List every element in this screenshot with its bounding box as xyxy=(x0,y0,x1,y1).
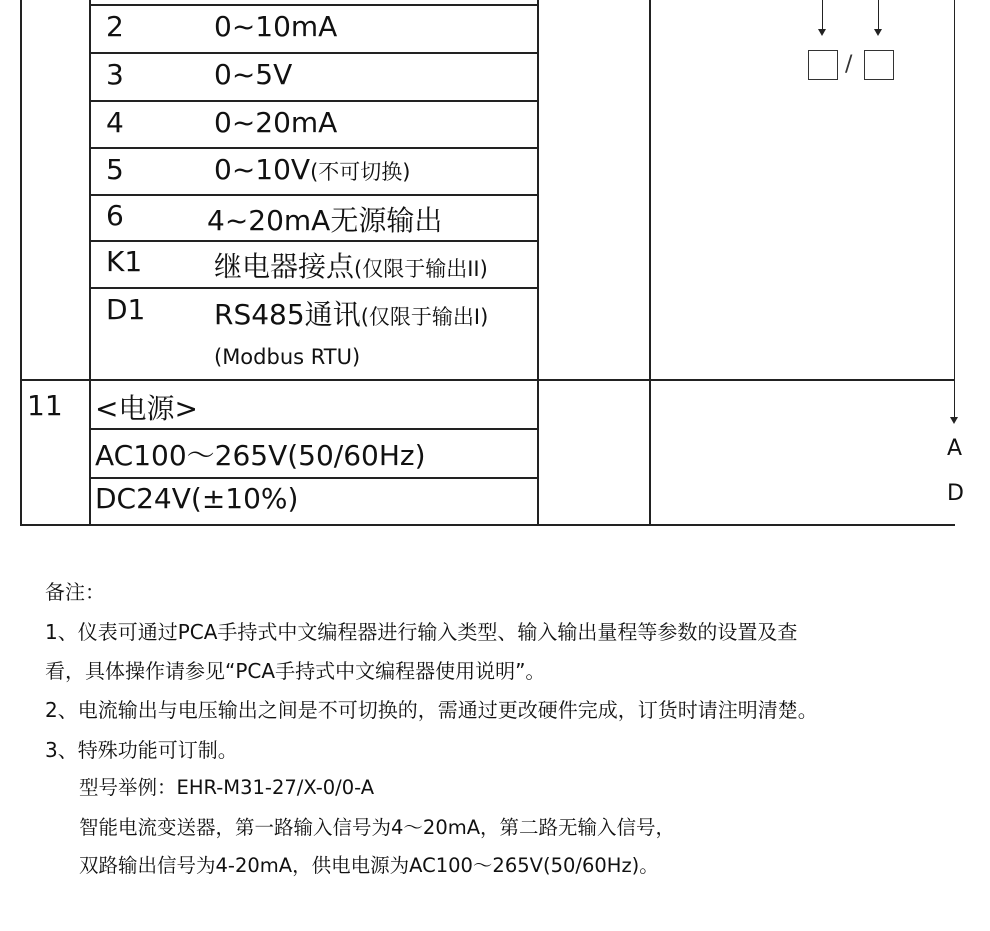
table-divider-code xyxy=(89,0,91,525)
row-desc xyxy=(214,153,410,186)
row-divider xyxy=(89,240,538,242)
row-code: 5 xyxy=(106,153,124,186)
arrow-line xyxy=(954,0,955,418)
row-code: 2 xyxy=(106,10,124,43)
row-desc: 0~10mA xyxy=(214,10,338,43)
code-box xyxy=(808,50,838,80)
arrow-line xyxy=(878,0,879,30)
arrow-line xyxy=(822,0,823,30)
row-divider xyxy=(89,477,538,479)
row-code: 6 xyxy=(106,199,124,232)
row-desc xyxy=(214,245,488,285)
row-divider xyxy=(89,147,538,149)
table-border-bottom xyxy=(20,524,955,526)
table-divider-desc xyxy=(537,0,539,525)
example-line: 型号举例：EHR-M31-27/X-0/0-A xyxy=(79,776,375,799)
row-code: K1 xyxy=(106,245,143,278)
row-desc-main: 继电器接点 xyxy=(214,250,355,283)
row-desc: 0~20mA xyxy=(214,106,338,139)
row-divider xyxy=(89,4,538,6)
row-divider xyxy=(89,428,538,430)
row-desc: 0~5V xyxy=(214,58,293,91)
power-code: D xyxy=(947,481,964,506)
section-divider xyxy=(20,379,955,381)
arrow-head xyxy=(818,29,826,36)
slash-separator: / xyxy=(845,52,853,77)
modbus-line: (Modbus RTU) xyxy=(214,345,361,369)
table-divider-note xyxy=(649,0,651,525)
row-code: 4 xyxy=(106,106,124,139)
note-line: 2、电流输出与电压输出之间是不可切换的，需通过更改硬件完成，订货时请注明清楚。 xyxy=(45,698,818,722)
power-code: A xyxy=(947,436,963,461)
row-desc-main: RS485通讯 xyxy=(214,298,361,331)
code-box xyxy=(864,50,894,80)
row-divider xyxy=(89,100,538,102)
row-desc xyxy=(214,293,488,333)
example-line: 智能电流变送器，第一路输入信号为4～20mA，第二路无输入信号， xyxy=(79,816,676,839)
row-desc-note: (仅限于输出II) xyxy=(354,257,488,281)
row-divider xyxy=(89,287,538,289)
row-code: 3 xyxy=(106,58,124,91)
row-desc-main: 0~10V xyxy=(214,153,311,186)
arrow-head xyxy=(874,29,882,36)
row-code: D1 xyxy=(106,293,146,326)
note-line: 1、仪表可通过PCA手持式中文编程器进行输入类型、输入输出量程等参数的设置及查 xyxy=(45,620,798,644)
section-number: 11 xyxy=(27,389,63,422)
arrow-head xyxy=(950,417,958,424)
section-title: <电源> xyxy=(95,392,198,425)
row-divider xyxy=(89,52,538,54)
example-line: 双路输出信号为4-20mA，供电电源为AC100～265V(50/60Hz)。 xyxy=(79,854,659,877)
row-desc-note: (不可切换) xyxy=(310,160,411,184)
note-line: 看，具体操作请参见“PCA手持式中文编程器使用说明”。 xyxy=(45,659,546,683)
row-desc-note: (仅限于输出I) xyxy=(360,305,489,329)
table-border-left xyxy=(20,0,22,525)
notes-heading: 备注： xyxy=(45,580,105,604)
power-option: AC100～265V(50/60Hz) xyxy=(95,439,426,472)
row-desc: 4~20mA无源输出 xyxy=(207,204,443,237)
note-line: 3、特殊功能可订制。 xyxy=(45,738,238,762)
power-option: DC24V(±10%) xyxy=(95,482,299,515)
row-divider xyxy=(89,194,538,196)
